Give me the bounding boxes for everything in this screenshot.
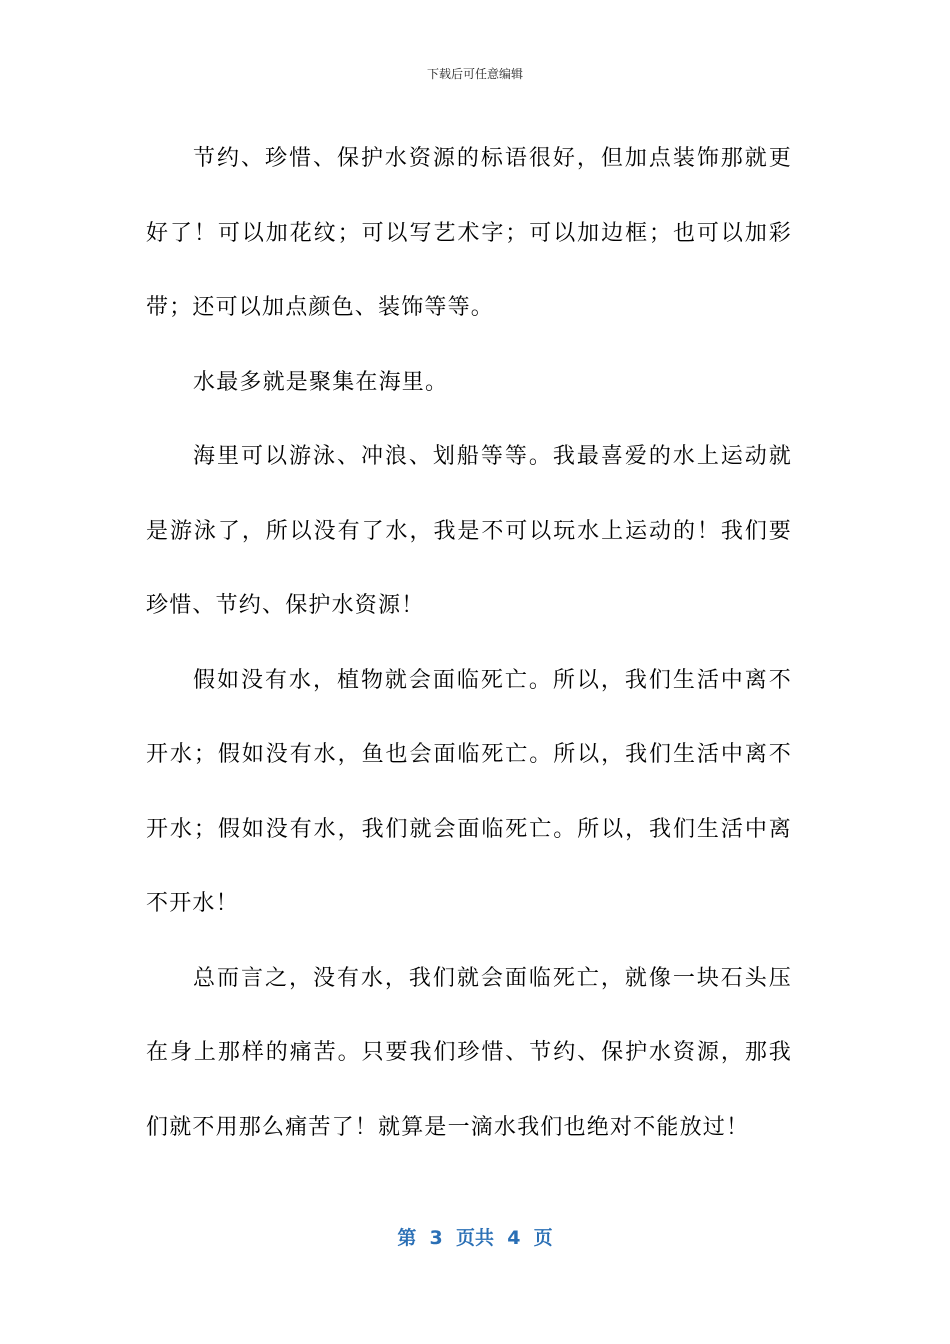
document-body xyxy=(146,122,792,1165)
header-note: 下载后可任意编辑 xyxy=(426,67,523,81)
paragraph: 海里可以游泳、冲浪、划船等等。我最喜爱的水上运动就是游泳了，所以没有了水，我是不可以玩水上运动的！我们要珍惜、节约、保护水资源！ xyxy=(146,444,792,618)
paragraph: 假如没有水，植物就会面临死亡。所以，我们生活中离不开水；假如没有水，鱼也会面临死亡。所以，我们生活中离不开水；假如没有水，我们就会面临死亡。所以，我们生活中离不开水！ xyxy=(146,667,792,916)
paragraph: 水最多就是聚集在海里。 xyxy=(193,369,449,395)
paragraph: 节约、珍惜、保护水资源的标语很好，但加点装饰那就更好了！可以加花纹；可以写艺术字；可以加边框；也可以加彩带；还可以加点颜色、装饰等等。 xyxy=(146,146,792,320)
page-number-footer: 第 3 页共 4 页 xyxy=(397,1227,553,1249)
paragraph: 总而言之，没有水，我们就会面临死亡，就像一块石头压在身上那样的痛苦。只要我们珍惜、节约、保护水资源，那我们就不用那么痛苦了！就算是一滴水我们也绝对不能放过！ xyxy=(146,965,792,1140)
